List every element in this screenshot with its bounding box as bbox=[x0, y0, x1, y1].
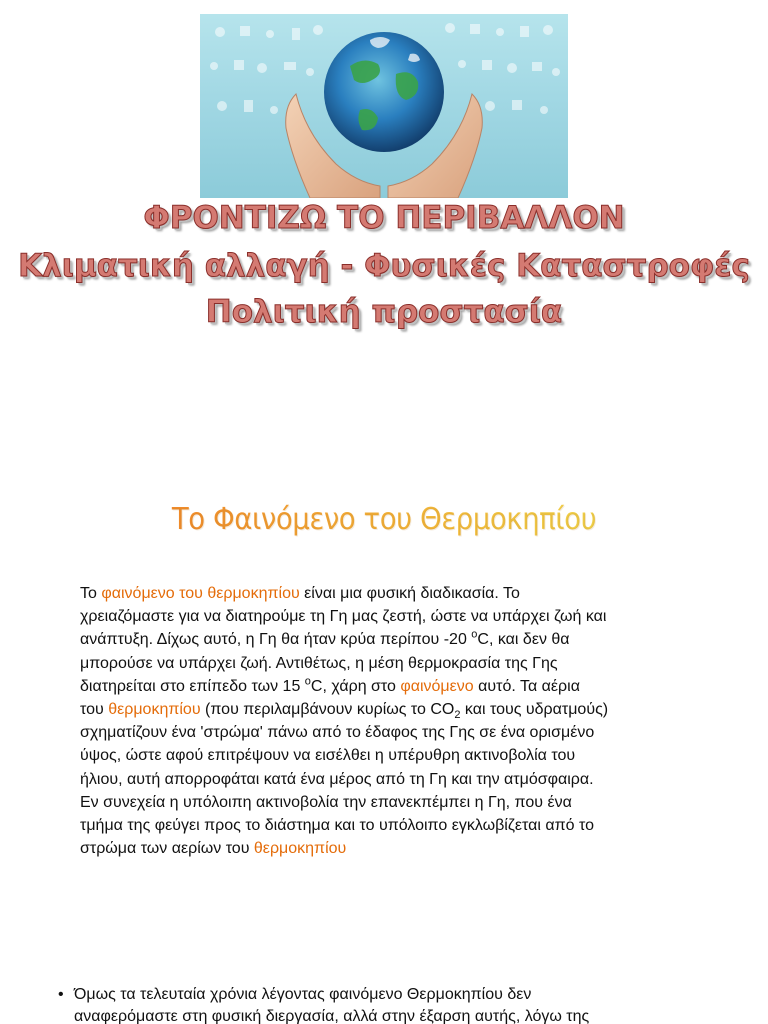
highlight-term: φαινόμενο bbox=[400, 677, 474, 695]
globe-icon bbox=[324, 32, 444, 152]
text: C, και δεν θα bbox=[477, 631, 570, 649]
body-line bbox=[80, 628, 680, 651]
text: και τους υδρατμούς) bbox=[460, 701, 609, 719]
body-line: ύψος, ώστε αφού επιτρέψουν να εισέλθει η υπέρυθρη ακτινοβολία του bbox=[80, 747, 576, 765]
bullet-line: Όμως τα τελευταία χρόνια λέγοντας φαινόμενο Θερμοκηπίου δεν bbox=[74, 986, 532, 1003]
highlight-term: φαινόμενο του θερμοκηπίου bbox=[101, 585, 300, 602]
body-line: ήλιου, αυτή απορροφάται κατά ένα μέρος από τη Γη και την ατμόσφαιρα. bbox=[80, 770, 594, 788]
text: (που περιλαμβάνουν κυρίως το CO bbox=[200, 701, 455, 719]
body-line bbox=[80, 837, 680, 860]
degree-sup: ο bbox=[471, 629, 478, 642]
text: στρώμα των αερίων του bbox=[80, 840, 254, 858]
bullet-icon: • bbox=[58, 986, 64, 1003]
body-line bbox=[80, 582, 680, 605]
highlight-term: θερμοκηπίου bbox=[108, 701, 201, 719]
body-line bbox=[80, 675, 680, 698]
body-line: Εν συνεχεία η υπόλοιπη ακτινοβολία την επανεκπέμπει η Γη, που ένα bbox=[80, 793, 572, 811]
text: C, χάρη στο bbox=[310, 677, 401, 695]
title-line-2: Κλιματική αλλαγή - Φυσικές Καταστροφές bbox=[18, 248, 750, 284]
body-paragraph bbox=[80, 582, 680, 860]
bullet-line: αναφερόμαστε στη φυσική διεργασία, αλλά στην έξαρση αυτής, λόγω της bbox=[74, 1008, 590, 1024]
text: Το bbox=[80, 585, 102, 602]
highlight-term: θερμοκηπίου bbox=[253, 840, 347, 858]
text: αυτό. Τα αέρια bbox=[473, 677, 580, 695]
text: είναι μια φυσική διαδικασία. Το bbox=[299, 585, 520, 602]
text: διατηρείται στο επίπεδο των 15 bbox=[80, 677, 305, 695]
title-line-1: ΦΡΟΝΤΙΖΩ ΤΟ ΠΕΡΙΒΑΛΛΟΝ bbox=[143, 200, 625, 236]
globe-in-hands-image bbox=[200, 14, 568, 198]
body-line: χρειαζόμαστε για να διατηρούμε τη Γη μας ζεστή, ώστε να υπάρχει ζωή και bbox=[80, 608, 607, 626]
body-line bbox=[80, 698, 680, 721]
title-line-3: Πολιτική προστασία bbox=[205, 294, 563, 330]
text: ανάπτυξη. Δίχως αυτό, η Γη θα ήταν κρύα περίπου -20 bbox=[80, 631, 472, 649]
degree-sup: ο bbox=[304, 675, 311, 688]
section-subtitle: Το Φαινόμενο του Θερμοκηπίου bbox=[31, 502, 738, 537]
co2-subscript: 2 bbox=[454, 709, 461, 722]
body-line: σχηματίζουν ένα 'στρώμα' πάνω από το έδαφος της Γης σε ένα ορισμένο bbox=[80, 724, 595, 742]
bullet-item bbox=[58, 984, 758, 1024]
body-line: μπορούσε να υπάρχει ζωή. Αντιθέτως, η μέση θερμοκρασία της Γης bbox=[80, 654, 558, 672]
globe-in-hands-illustration bbox=[200, 14, 568, 198]
text: του bbox=[80, 701, 109, 719]
body-line: τμήμα της φεύγει προς το διάστημα και το υπόλοιπο εγκλωβίζεται από το bbox=[80, 817, 595, 835]
